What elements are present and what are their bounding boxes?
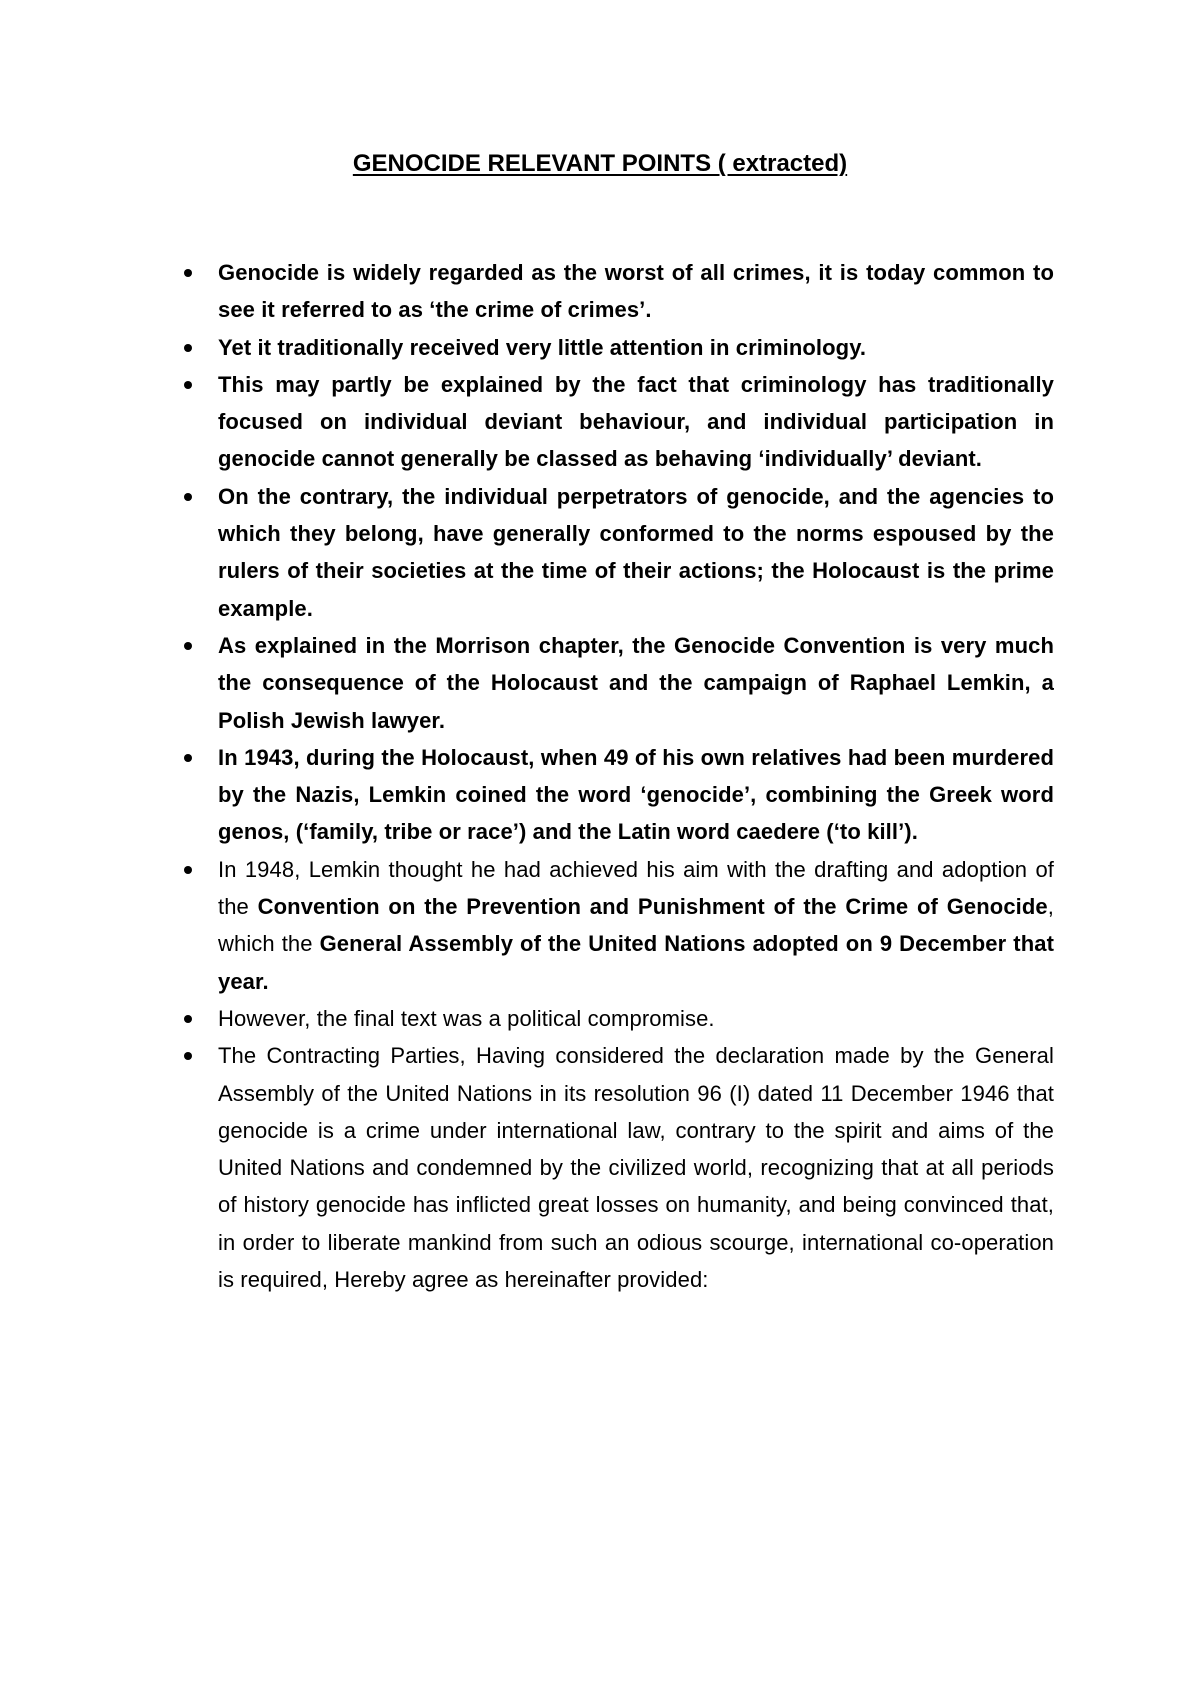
document-title — [0, 146, 1200, 182]
bullet-item — [178, 478, 1054, 627]
bullet-item — [178, 254, 1054, 329]
bullet-dot-icon — [184, 269, 192, 277]
bullet-dot-icon — [184, 642, 192, 650]
bullet-dot-icon — [184, 866, 192, 874]
bullet-item — [178, 1000, 1054, 1037]
bullet-item — [178, 739, 1054, 851]
bullet-item — [178, 329, 1054, 366]
bullet-dot-icon — [184, 1052, 192, 1060]
bullet-text: Genocide is widely regarded as the worst of all crimes, it is today common to see it referred to as ‘the crime of crimes’. — [218, 260, 1054, 323]
bullet-item — [178, 366, 1054, 478]
bullet-item — [178, 1037, 1054, 1298]
bullet-item — [178, 851, 1054, 1000]
bullet-list — [178, 254, 1054, 1298]
bullet-text: The Contracting Parties, Having considered the declaration made by the General Assembly of the United Nations in its resolution 96 (I) dated 11 December 1946 that genocide is a crime under international law, contrary to the spirit and aims of the United Nations and condemned by the civilized world, recognizing that at all periods of history genocide has inflicted great losses on humanity, and being convinced that, in order to liberate mankind from such an odious scourge, international co-operation is required, Hereby agree as hereinafter provided: — [218, 1043, 1054, 1293]
bullet-text: Yet it traditionally received very little attention in criminology. — [218, 334, 867, 360]
bullet-text: , which the — [218, 894, 1054, 957]
bullet-text: In 1943, during the Holocaust, when 49 of his own relatives had been murdered by the Nazis, Lemkin coined the word ‘genocide’, combining the Greek word genos, (‘family, tribe or race’) and the Latin word caedere (‘to kill’). — [218, 744, 1054, 845]
bullet-text: As explained in the Morrison chapter, the Genocide Convention is very much the consequence of the Holocaust and the campaign of Raphael Lemkin, a Polish Jewish lawyer. — [218, 632, 1054, 733]
document-title-text: GENOCIDE RELEVANT POINTS ( extracted) — [352, 150, 848, 177]
bullet-text: In 1948, Lemkin thought he had achieved his aim with the drafting and adoption of the — [218, 856, 1054, 920]
bullet-dot-icon — [184, 344, 192, 352]
bullet-dot-icon — [184, 381, 192, 389]
bullet-item — [178, 627, 1054, 739]
bullet-text: However, the final text was a political compromise. — [218, 1005, 715, 1031]
bullet-text: This may partly be explained by the fact that criminology has traditionally focused on individual deviant behaviour, and individual participation in genocide cannot generally be classed as behaving ‘individually’ deviant. — [218, 371, 1054, 472]
bullet-dot-icon — [184, 754, 192, 762]
bullet-dot-icon — [184, 1015, 192, 1023]
bullet-text: On the contrary, the individual perpetrators of genocide, and the agencies to which they belong, have generally conformed to the norms espoused by the rulers of their societies at the time of their actions; the Holocaust is the prime example. — [218, 483, 1054, 621]
bullet-text-bold: Convention on the Prevention and Punishment of the Crime of Genocide — [257, 894, 1048, 920]
bullet-text-bold: General Assembly of the United Nations adopted on 9 December that year. — [218, 931, 1054, 994]
bullet-dot-icon — [184, 493, 192, 501]
